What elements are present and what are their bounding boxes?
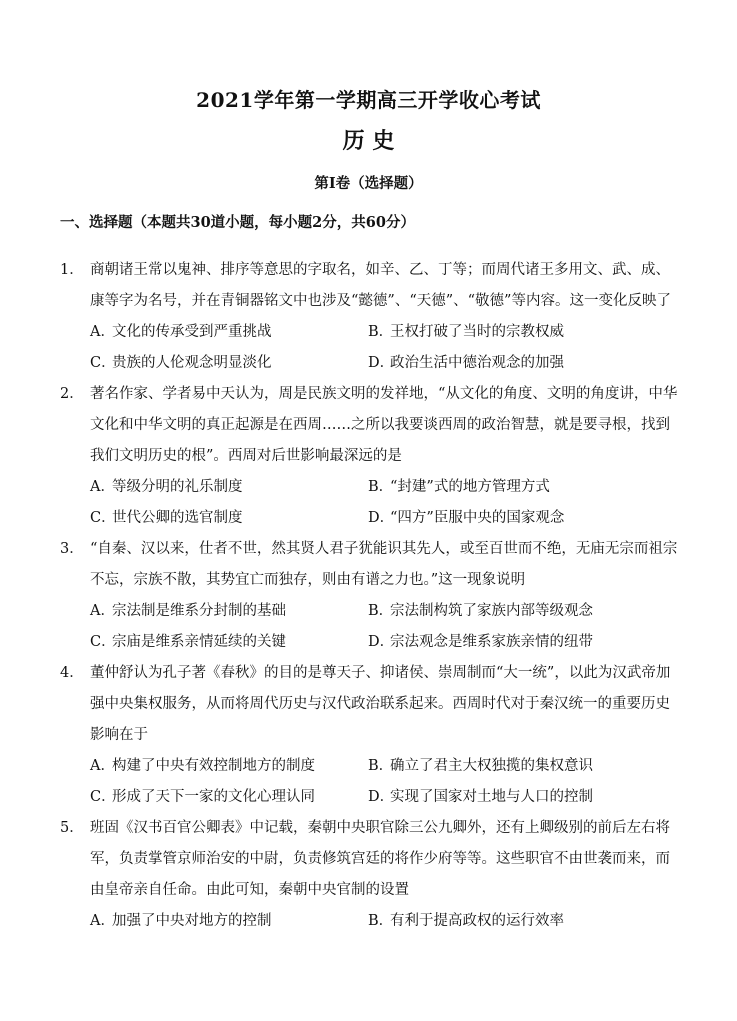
question-number: 5．: [60, 820, 84, 836]
question-stem-line: 董仲舒认为孔子著《春秋》的目的是尊天子、抑诸侯、崇周制而“大一统”，以此为汉武帝加: [90, 665, 671, 681]
option-c[interactable]: C．宗庙是维系亲情延续的关键: [90, 634, 286, 650]
question-stem-line: 商朝诸王常以鬼神、排序等意思的字取名，如辛、乙、丁等；而周代诸王多用文、武、成、: [90, 262, 670, 278]
question-number: 2．: [60, 386, 84, 402]
option-d[interactable]: D．宗法观念是维系家族亲情的纽带: [368, 634, 593, 650]
question-list: [60, 255, 680, 937]
section-heading: 一、选择题（本题共30道小题，每小题2分，共60分）: [60, 214, 415, 231]
question-3: [60, 534, 680, 658]
option-b[interactable]: B．确立了君主大权独揽的集权意识: [368, 758, 593, 774]
question-stem-line: 影响在于: [90, 727, 148, 743]
question-number: 4．: [60, 665, 84, 681]
option-row: [60, 627, 680, 658]
option-row: [60, 596, 680, 627]
option-a[interactable]: A．文化的传承受到严重挑战: [90, 324, 272, 340]
question-stem-line: 强中央集权服务，从而将周代历史与汉代政治联系起来。西周时代对于秦汉统一的重要历史: [90, 696, 670, 712]
question-5: [60, 813, 680, 937]
option-a[interactable]: A．宗法制是维系分封制的基础: [90, 603, 286, 619]
option-a[interactable]: A．构建了中央有效控制地方的制度: [90, 758, 315, 774]
option-d[interactable]: D．政治生活中德治观念的加强: [368, 355, 564, 371]
option-row: [60, 317, 680, 348]
question-stem-line: 我们文明历史的根”。西周对后世影响最深远的是: [90, 448, 402, 464]
question-4: [60, 658, 680, 813]
option-b[interactable]: B．宗法制构筑了家族内部等级观念: [368, 603, 593, 619]
question-number: 1．: [60, 262, 84, 278]
question-2: [60, 379, 680, 534]
question-stem-line: 由皇帝亲自任命。由此可知，秦朝中央官制的设置: [90, 882, 409, 898]
option-a[interactable]: A．等级分明的礼乐制度: [90, 479, 243, 495]
question-number: 3．: [60, 541, 84, 557]
option-row: [60, 348, 680, 379]
question-1: [60, 255, 680, 379]
question-stem-line: 著名作家、学者易中天认为，周是民族文明的发祥地，“从文化的角度、文明的角度讲，中华: [90, 386, 678, 402]
question-stem-line: 康等字为名号，并在青铜器铭文中也涉及“懿德”、“天德”、“敬德”等内容。这一变化反映了: [90, 293, 671, 309]
option-b[interactable]: B．王权打破了当时的宗教权威: [368, 324, 564, 340]
option-b[interactable]: B．“封建”式的地方管理方式: [368, 479, 550, 495]
exam-title: 2021学年第一学期高三开学收心考试: [196, 88, 541, 112]
option-row: [60, 472, 680, 503]
option-row: [60, 906, 680, 937]
subject-title: 历 史: [342, 128, 395, 154]
option-row: [60, 503, 680, 534]
option-c[interactable]: C．形成了天下一家的文化心理认同: [90, 789, 315, 805]
option-d[interactable]: D．“四方”臣服中央的国家观念: [368, 510, 565, 526]
option-d[interactable]: D．实现了国家对土地与人口的控制: [368, 789, 593, 805]
option-c[interactable]: C．贵族的人伦观念明显淡化: [90, 355, 272, 371]
option-c[interactable]: C．世代公卿的选官制度: [90, 510, 243, 526]
question-stem-line: 班固《汉书百官公卿表》中记载，秦朝中央职官除三公九卿外，还有上卿级别的前后左右将: [90, 820, 670, 836]
question-stem-line: 文化和中华文明的真正起源是在西周……之所以我要谈西周的政治智慧，就是要寻根，找到: [90, 417, 670, 433]
question-stem-line: 军，负责掌管京师治安的中尉，负责修筑宫廷的将作少府等等。这些职官不由世袭而来，而: [90, 851, 670, 867]
option-b[interactable]: B．有利于提高政权的运行效率: [368, 913, 564, 929]
question-stem-line: “自秦、汉以来，仕者不世，然其贤人君子犹能识其先人，或至百世而不绝，无庙无宗而祖宗: [90, 541, 678, 557]
part-title: 第Ⅰ卷（选择题）: [314, 175, 423, 192]
option-row: [60, 751, 680, 782]
question-stem-line: 不忘，宗族不散，其势宜亡而独存，则由有谱之力也。”这一现象说明: [90, 572, 526, 588]
option-a[interactable]: A．加强了中央对地方的控制: [90, 913, 272, 929]
option-row: [60, 782, 680, 813]
